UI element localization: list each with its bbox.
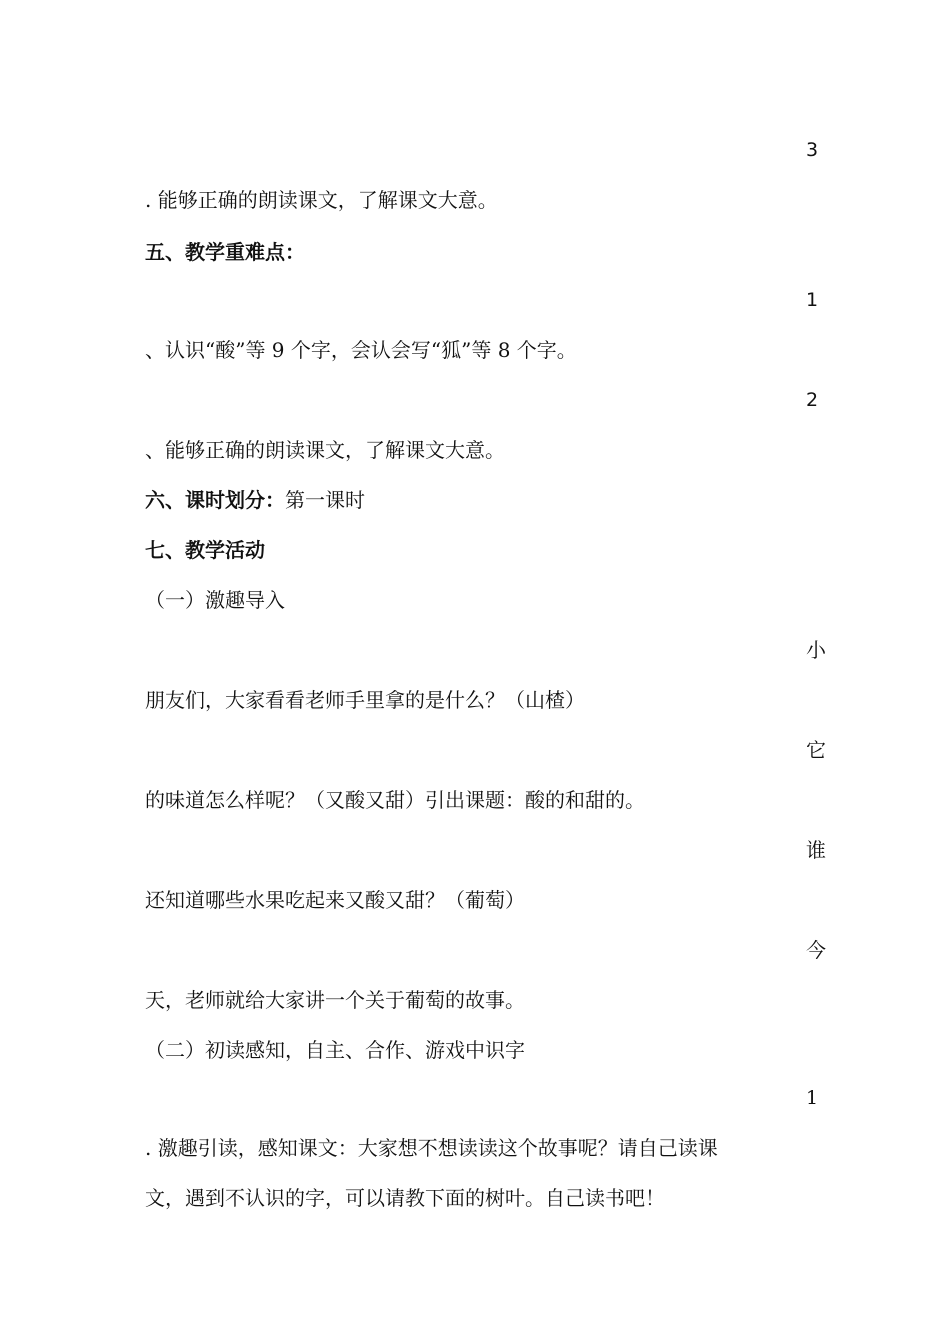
heading-key-difficulties: 五、教学重难点： bbox=[145, 240, 305, 264]
heading-lesson-division bbox=[145, 486, 365, 514]
lesson-division-label: 六、课时划分： bbox=[145, 488, 285, 512]
paragraph-line-5: . 激趣引读，感知课文：大家想不想读读这个故事呢？请自己读课 bbox=[145, 1136, 718, 1160]
wrapped-char-ta: 它 bbox=[806, 738, 826, 762]
paragraph-line-6: 文，遇到不认识的字，可以请教下面的树叶。自己读书吧！ bbox=[145, 1186, 665, 1210]
item-number-3: 3 bbox=[806, 139, 819, 161]
item-number-2: 2 bbox=[806, 389, 819, 411]
paragraph-line-2: 的味道怎么样呢？（又酸又甜）引出课题：酸的和甜的。 bbox=[145, 788, 645, 812]
item-number-1: 1 bbox=[806, 289, 819, 311]
section-2-title: （二）初读感知，自主、合作、游戏中识字 bbox=[145, 1038, 525, 1062]
difficulty-2-text: 、能够正确的朗读课文，了解课文大意。 bbox=[145, 438, 505, 462]
wrapped-char-xiao: 小 bbox=[806, 638, 826, 662]
section-1-title: （一）激趣导入 bbox=[145, 588, 285, 612]
lesson-division-value: 第一课时 bbox=[285, 488, 365, 512]
paragraph-line-4: 天，老师就给大家讲一个关于葡萄的故事。 bbox=[145, 988, 525, 1012]
paragraph-line-1: 朋友们，大家看看老师手里拿的是什么？（山楂） bbox=[145, 688, 585, 712]
wrapped-char-shui: 谁 bbox=[806, 838, 826, 862]
objective-3-text: . 能够正确的朗读课文，了解课文大意。 bbox=[145, 188, 498, 212]
difficulty-1-text: 、认识“酸”等 9 个字，会认会写“狐”等 8 个字。 bbox=[145, 338, 577, 362]
paragraph-line-3: 还知道哪些水果吃起来又酸又甜？（葡萄） bbox=[145, 888, 525, 912]
wrapped-char-jin: 今 bbox=[806, 938, 826, 962]
item-number-1b: 1 bbox=[806, 1087, 819, 1109]
heading-teaching-activities: 七、教学活动 bbox=[145, 538, 265, 562]
